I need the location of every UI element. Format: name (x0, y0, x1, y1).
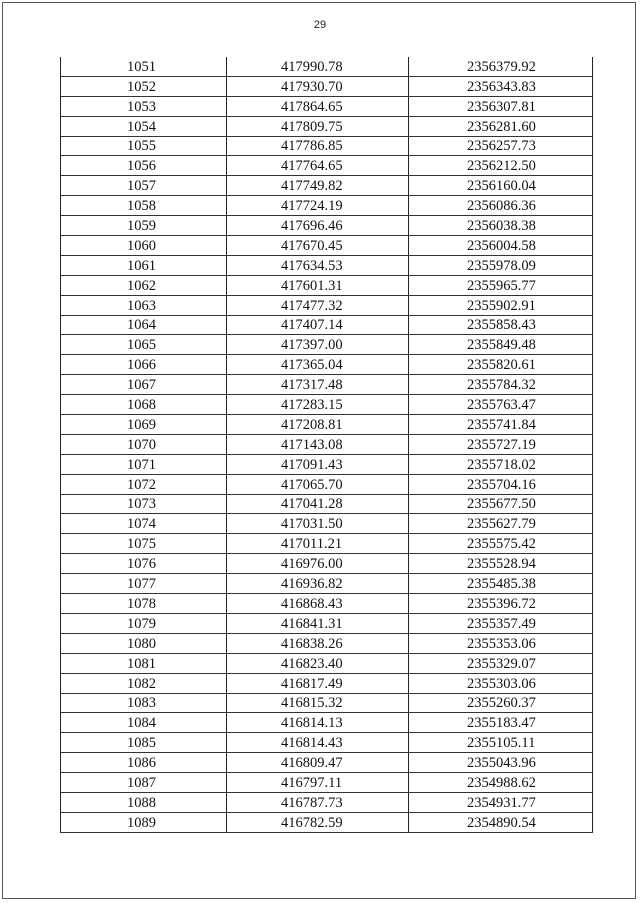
y-coordinate-cell: 2355528.94 (409, 554, 593, 574)
y-coordinate-cell: 2355704.16 (409, 474, 593, 494)
x-coordinate-cell: 417407.14 (227, 315, 409, 335)
table-row (61, 773, 593, 793)
table-row (61, 494, 593, 514)
y-coordinate-cell: 2355627.79 (409, 514, 593, 534)
point-number-cell: 1072 (61, 474, 227, 494)
x-coordinate-cell: 417696.46 (227, 216, 409, 236)
point-number-cell: 1075 (61, 534, 227, 554)
table-row (61, 355, 593, 375)
point-number-cell: 1063 (61, 295, 227, 315)
x-coordinate-cell: 417208.81 (227, 415, 409, 435)
x-coordinate-cell: 416809.47 (227, 753, 409, 773)
point-number-cell: 1051 (61, 57, 227, 76)
x-coordinate-cell: 417749.82 (227, 176, 409, 196)
x-coordinate-cell: 417065.70 (227, 474, 409, 494)
x-coordinate-cell: 416838.26 (227, 633, 409, 653)
table-row (61, 216, 593, 236)
table-row (61, 534, 593, 554)
table-row (61, 733, 593, 753)
x-coordinate-cell: 417011.21 (227, 534, 409, 554)
point-number-cell: 1070 (61, 434, 227, 454)
table-row (61, 176, 593, 196)
table-row (61, 335, 593, 355)
y-coordinate-cell: 2355396.72 (409, 594, 593, 614)
y-coordinate-cell: 2356343.83 (409, 76, 593, 96)
table-row (61, 57, 593, 76)
table-row (61, 315, 593, 335)
y-coordinate-cell: 2356212.50 (409, 156, 593, 176)
x-coordinate-cell: 416815.32 (227, 693, 409, 713)
table-row (61, 275, 593, 295)
y-coordinate-cell: 2355105.11 (409, 733, 593, 753)
x-coordinate-cell: 416841.31 (227, 613, 409, 633)
y-coordinate-cell: 2355357.49 (409, 613, 593, 633)
point-number-cell: 1071 (61, 454, 227, 474)
table-row (61, 415, 593, 435)
x-coordinate-cell: 417809.75 (227, 116, 409, 136)
table-row (61, 395, 593, 415)
point-number-cell: 1058 (61, 196, 227, 216)
table-row (61, 514, 593, 534)
y-coordinate-cell: 2356307.81 (409, 96, 593, 116)
y-coordinate-cell: 2356038.38 (409, 216, 593, 236)
y-coordinate-cell: 2355820.61 (409, 355, 593, 375)
table-row (61, 236, 593, 256)
y-coordinate-cell: 2355485.38 (409, 574, 593, 594)
y-coordinate-cell: 2355727.19 (409, 434, 593, 454)
point-number-cell: 1078 (61, 594, 227, 614)
y-coordinate-cell: 2354931.77 (409, 792, 593, 812)
point-number-cell: 1082 (61, 673, 227, 693)
x-coordinate-cell: 417397.00 (227, 335, 409, 355)
y-coordinate-cell: 2355849.48 (409, 335, 593, 355)
point-number-cell: 1065 (61, 335, 227, 355)
y-coordinate-cell: 2355575.42 (409, 534, 593, 554)
x-coordinate-cell: 416976.00 (227, 554, 409, 574)
x-coordinate-cell: 417864.65 (227, 96, 409, 116)
point-number-cell: 1055 (61, 136, 227, 156)
point-number-cell: 1061 (61, 255, 227, 275)
x-coordinate-cell: 416814.13 (227, 713, 409, 733)
point-number-cell: 1060 (61, 236, 227, 256)
point-number-cell: 1064 (61, 315, 227, 335)
y-coordinate-cell: 2356281.60 (409, 116, 593, 136)
point-number-cell: 1084 (61, 713, 227, 733)
x-coordinate-cell: 417724.19 (227, 196, 409, 216)
point-number-cell: 1088 (61, 792, 227, 812)
table-row (61, 792, 593, 812)
point-number-cell: 1080 (61, 633, 227, 653)
y-coordinate-cell: 2356257.73 (409, 136, 593, 156)
point-number-cell: 1053 (61, 96, 227, 116)
point-number-cell: 1087 (61, 773, 227, 793)
table-row (61, 136, 593, 156)
x-coordinate-cell: 417786.85 (227, 136, 409, 156)
y-coordinate-cell: 2355784.32 (409, 375, 593, 395)
x-coordinate-cell: 417670.45 (227, 236, 409, 256)
table-row (61, 812, 593, 832)
x-coordinate-cell: 417764.65 (227, 156, 409, 176)
table-row (61, 375, 593, 395)
point-number-cell: 1073 (61, 494, 227, 514)
page-number: 29 (313, 19, 327, 31)
table-row (61, 633, 593, 653)
x-coordinate-cell: 417041.28 (227, 494, 409, 514)
table-row (61, 255, 593, 275)
table-row (61, 96, 593, 116)
table-row (61, 156, 593, 176)
x-coordinate-cell: 416936.82 (227, 574, 409, 594)
table-row (61, 474, 593, 494)
x-coordinate-cell: 417317.48 (227, 375, 409, 395)
point-number-cell: 1057 (61, 176, 227, 196)
y-coordinate-cell: 2355303.06 (409, 673, 593, 693)
y-coordinate-cell: 2356379.92 (409, 57, 593, 76)
point-number-cell: 1079 (61, 613, 227, 633)
point-number-cell: 1056 (61, 156, 227, 176)
y-coordinate-cell: 2355763.47 (409, 395, 593, 415)
x-coordinate-cell: 416787.73 (227, 792, 409, 812)
table-row (61, 594, 593, 614)
point-number-cell: 1059 (61, 216, 227, 236)
y-coordinate-cell: 2355183.47 (409, 713, 593, 733)
x-coordinate-cell: 417990.78 (227, 57, 409, 76)
y-coordinate-cell: 2355043.96 (409, 753, 593, 773)
table-row (61, 673, 593, 693)
coordinates-table (60, 57, 593, 833)
x-coordinate-cell: 416868.43 (227, 594, 409, 614)
x-coordinate-cell: 416782.59 (227, 812, 409, 832)
point-number-cell: 1074 (61, 514, 227, 534)
table-row (61, 554, 593, 574)
y-coordinate-cell: 2355978.09 (409, 255, 593, 275)
y-coordinate-cell: 2355902.91 (409, 295, 593, 315)
table-row (61, 753, 593, 773)
coordinates-table-container (60, 57, 592, 833)
point-number-cell: 1085 (61, 733, 227, 753)
y-coordinate-cell: 2355718.02 (409, 454, 593, 474)
point-number-cell: 1069 (61, 415, 227, 435)
x-coordinate-cell: 417143.08 (227, 434, 409, 454)
point-number-cell: 1081 (61, 653, 227, 673)
x-coordinate-cell: 417365.04 (227, 355, 409, 375)
x-coordinate-cell: 417634.53 (227, 255, 409, 275)
y-coordinate-cell: 2354890.54 (409, 812, 593, 832)
y-coordinate-cell: 2355741.84 (409, 415, 593, 435)
point-number-cell: 1076 (61, 554, 227, 574)
point-number-cell: 1062 (61, 275, 227, 295)
y-coordinate-cell: 2356004.58 (409, 236, 593, 256)
y-coordinate-cell: 2354988.62 (409, 773, 593, 793)
y-coordinate-cell: 2356160.04 (409, 176, 593, 196)
table-row (61, 76, 593, 96)
table-row (61, 116, 593, 136)
table-row (61, 613, 593, 633)
x-coordinate-cell: 417477.32 (227, 295, 409, 315)
table-row (61, 693, 593, 713)
x-coordinate-cell: 417601.31 (227, 275, 409, 295)
table-row (61, 434, 593, 454)
point-number-cell: 1054 (61, 116, 227, 136)
x-coordinate-cell: 417930.70 (227, 76, 409, 96)
table-row (61, 295, 593, 315)
x-coordinate-cell: 416797.11 (227, 773, 409, 793)
point-number-cell: 1068 (61, 395, 227, 415)
point-number-cell: 1066 (61, 355, 227, 375)
coordinates-table-body (61, 57, 593, 832)
x-coordinate-cell: 416814.43 (227, 733, 409, 753)
table-row (61, 574, 593, 594)
y-coordinate-cell: 2355260.37 (409, 693, 593, 713)
y-coordinate-cell: 2355353.06 (409, 633, 593, 653)
point-number-cell: 1077 (61, 574, 227, 594)
table-row (61, 713, 593, 733)
y-coordinate-cell: 2356086.36 (409, 196, 593, 216)
point-number-cell: 1067 (61, 375, 227, 395)
x-coordinate-cell: 417031.50 (227, 514, 409, 534)
point-number-cell: 1083 (61, 693, 227, 713)
table-row (61, 653, 593, 673)
y-coordinate-cell: 2355677.50 (409, 494, 593, 514)
y-coordinate-cell: 2355329.07 (409, 653, 593, 673)
x-coordinate-cell: 417283.15 (227, 395, 409, 415)
table-row (61, 196, 593, 216)
point-number-cell: 1052 (61, 76, 227, 96)
x-coordinate-cell: 416823.40 (227, 653, 409, 673)
table-row (61, 454, 593, 474)
point-number-cell: 1089 (61, 812, 227, 832)
x-coordinate-cell: 416817.49 (227, 673, 409, 693)
y-coordinate-cell: 2355965.77 (409, 275, 593, 295)
y-coordinate-cell: 2355858.43 (409, 315, 593, 335)
point-number-cell: 1086 (61, 753, 227, 773)
x-coordinate-cell: 417091.43 (227, 454, 409, 474)
